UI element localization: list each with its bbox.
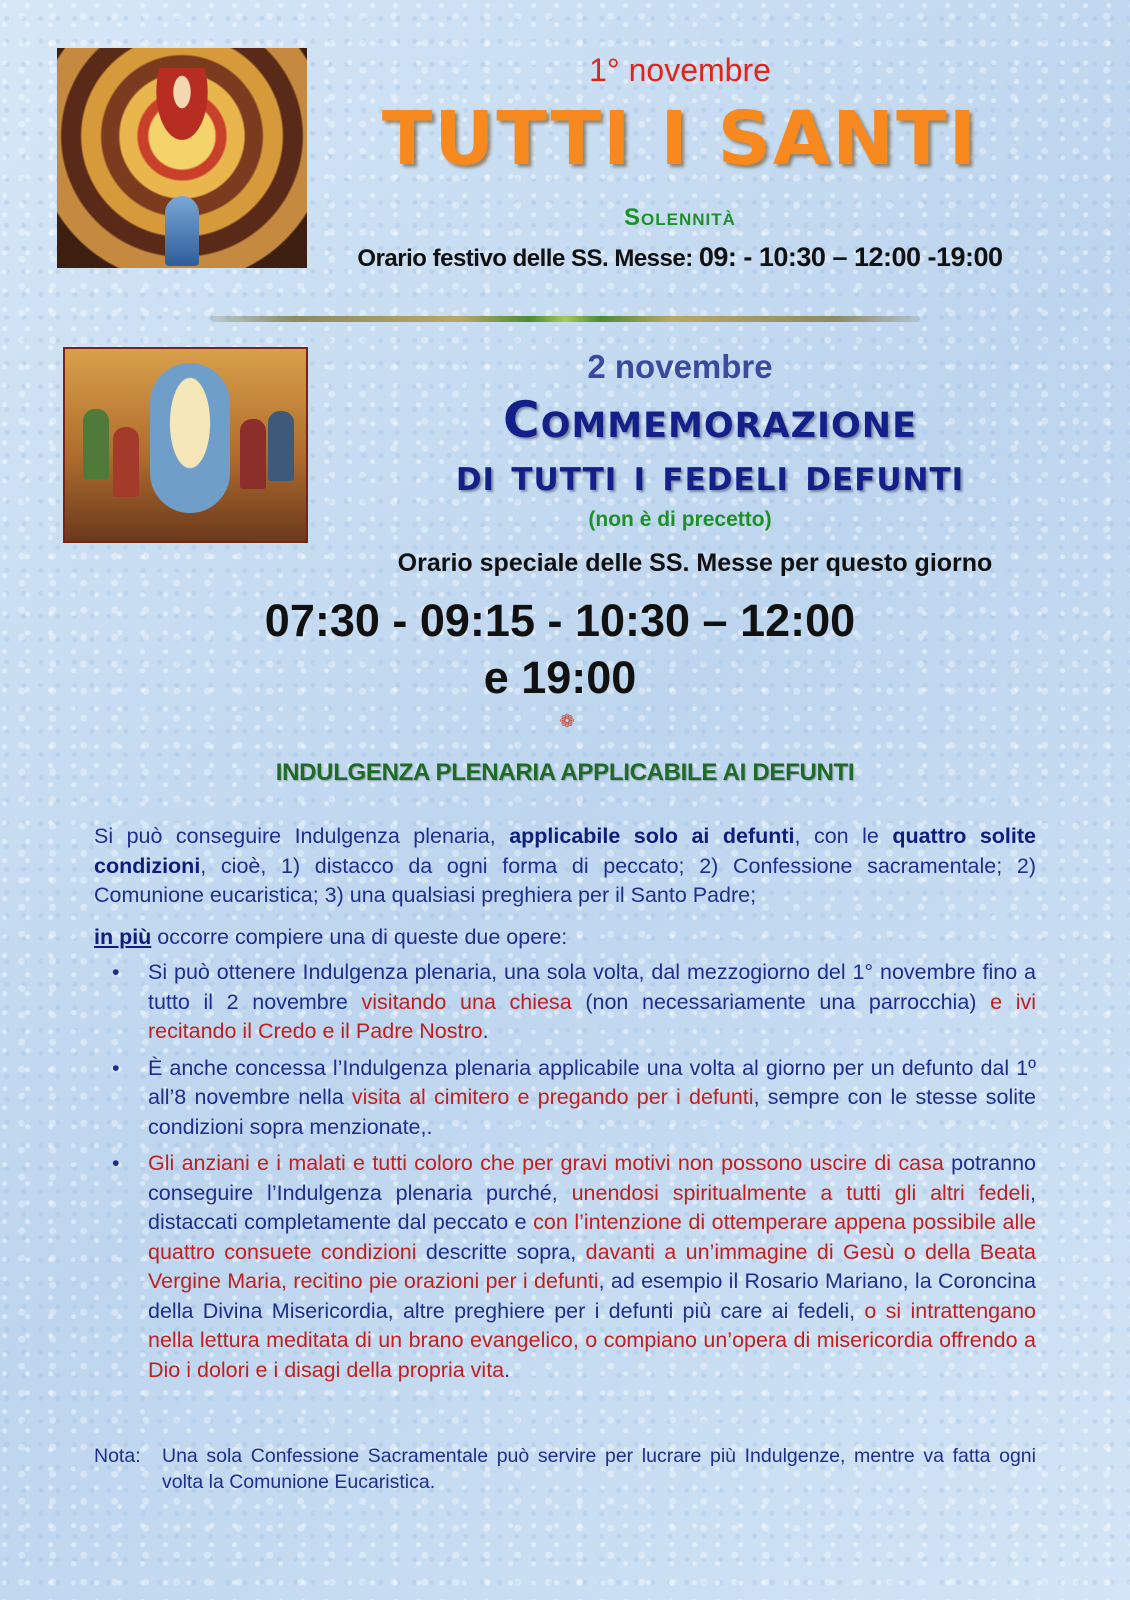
b3-j: . <box>504 1357 511 1382</box>
indulgence-paragraph-2 <box>94 923 1036 953</box>
p1-bold-applicable: applicabile solo ai defunti <box>509 824 795 848</box>
mandorla <box>150 363 230 513</box>
b1-a: Si può ottenere Indulgenza plenaria, una sola volta, dal mezzogiorno del 1° novembre fino a tutto il 2 novembre <box>148 960 1036 1014</box>
flower-ornament-icon: ❁ <box>559 711 575 731</box>
indulgence-works-list <box>94 958 1036 1392</box>
b3-b: potranno conseguire l’Indulgenza plenaria purché, <box>148 1151 1036 1205</box>
all-saints-icon-image <box>57 48 307 268</box>
p1-bold-conditions: quattro solite condizioni <box>94 824 1036 878</box>
section2-date: 2 novembre <box>587 348 773 385</box>
section2-times-line1: 07:30 - 09:15 - 10:30 – 12:00 <box>264 595 856 646</box>
b3-i: o si intrattengano nella lettura meditata di un brano evangelico, o compiano un’opera di misericordia offrendo a Dio i dolori e i disagi della propria vita <box>148 1298 1036 1382</box>
christ-figure <box>152 68 212 148</box>
b1-c: (non necessariamente una parrocchia) <box>571 989 991 1014</box>
p2-underlined: in più <box>94 925 152 949</box>
list-item <box>94 1054 1036 1143</box>
b2-a: È anche concessa l’Indulgenza plenaria applicabile una volta al giorno per un defunto dal 1º all’8 novembre nella <box>148 1055 1036 1109</box>
bullet-icon: • <box>112 960 120 984</box>
p2-text: occorre compiere una di queste due opere: <box>151 925 568 949</box>
b3-c: unendosi spiritualmente a tutti gli altri fedeli <box>571 1180 1030 1205</box>
b1-d: e ivi recitando il Credo e il Padre Nostro <box>148 989 1036 1043</box>
b3-g: davanti a un’immagine di Gesù o della Beata Vergine Maria, recitino pie orazioni per i defunti <box>148 1239 1036 1293</box>
section1-schedule <box>320 242 1040 273</box>
b3-h: , ad esempio il Rosario Mariano, la Coroncina della Divina Misericordia, altre preghiere per i defunti più care ai fedeli, <box>148 1269 1036 1323</box>
section1-schedule-label: Orario festivo delle SS. Messe: <box>357 245 699 272</box>
p1-text-a: Si può conseguire Indulgenza plenaria, <box>94 824 510 848</box>
p1-text-e: , cioè, 1) distacco da ogni forma di peccato; 2) Confessione sacramentale; 2) Comunione eucaristica; 3) una qualsiasi preghiera per il Santo Padre; <box>94 853 1036 907</box>
list-item <box>94 958 1036 1047</box>
icon-figure-right <box>240 419 266 489</box>
bullet-icon: • <box>112 1055 120 1080</box>
section2-schedule-label: Orario speciale delle SS. Messe per questo giorno <box>397 549 993 577</box>
section1-subtitle: Solennità <box>624 204 736 231</box>
b3-a: Gli anziani e i malati e tutti coloro che per gravi motivi non possono uscire di casa <box>148 1151 944 1175</box>
section2-title-line2: di tutti i fedeli defunti <box>455 450 965 501</box>
section2-times-line2: e 19:00 <box>483 652 637 703</box>
b3-f: descritte sopra, <box>416 1239 586 1264</box>
b2-b: visita al cimitero e pregando per i defunti <box>351 1085 754 1109</box>
section2-title-line1: Commemorazione <box>503 391 917 449</box>
section2-title <box>330 392 1090 504</box>
nota-block <box>94 1443 1036 1495</box>
ornamental-divider <box>210 316 920 322</box>
virgin-figure <box>165 196 199 266</box>
bullet-icon: • <box>112 1151 120 1175</box>
b1-b: visitando una chiesa <box>361 989 572 1014</box>
nota-label: Nota: <box>94 1445 141 1467</box>
list-item <box>94 1149 1036 1385</box>
section1-title: TUTTI I SANTI <box>381 96 979 182</box>
indulgence-paragraph-1 <box>94 822 1036 911</box>
icon-figure-right2 <box>268 411 294 481</box>
section1-schedule-times: 09: - 10:30 – 12:00 -19:00 <box>698 242 1003 272</box>
section2-note: (non è di precetto) <box>588 508 772 531</box>
p1-text-c: , con le <box>794 824 893 848</box>
nota-text: Una sola Confessione Sacramentale può servire per lucrare più Indulgenze, mentre va fatta ogni volta la Comunione Eucaristica. <box>162 1445 1036 1493</box>
icon-figure-left <box>83 409 109 479</box>
b3-d: , distaccati completamente dal peccato e <box>148 1180 1036 1234</box>
section2-times <box>200 592 920 706</box>
b3-e: con l’intenzione di ottemperare appena possibile alle quattro consuete condizioni <box>148 1210 1036 1264</box>
resurrection-icon-image <box>63 347 308 543</box>
section1-date: 1° novembre <box>589 52 771 88</box>
icon-figure-left2 <box>113 427 139 497</box>
b1-e: . <box>482 1019 489 1043</box>
indulgence-heading: INDULGENZA PLENARIA APPLICABILE AI DEFUNTI <box>275 759 855 786</box>
b2-c: , sempre con le stesse solite condizioni sopra menzionate,. <box>148 1085 1036 1139</box>
